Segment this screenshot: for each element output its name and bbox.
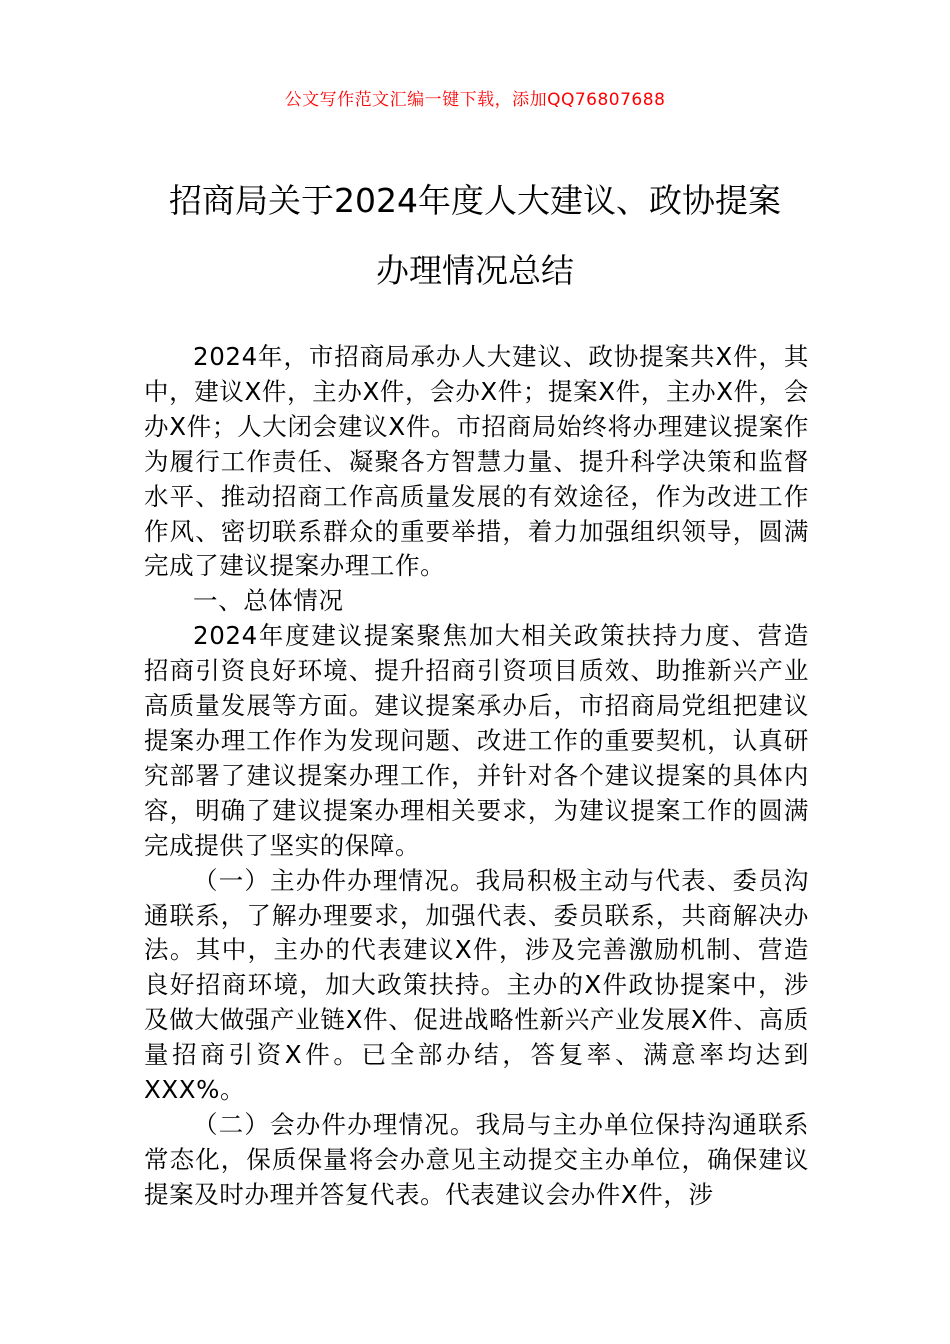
paragraph-lead-handling: （一）主办件办理情况。我局积极主动与代表、委员沟通联系，了解办理要求，加强代表、委员联系，共商解决办法。其中，主办的代表建议X件，涉及完善激励机制、营造良好招商环境，加大政策扶持。主办的X件政协提案中，涉及做大做强产业链X件、促进战略性新兴产业发展X件、高质量招商引资X件。已全部办结，答复率、满意率均达到XXX%。 (144, 865, 809, 1105)
download-note: 公文写作范文汇编一键下载，添加QQ76807688 (284, 90, 666, 110)
paragraph-intro: 2024年，市招商局承办人大建议、政协提案共X件，其中，建议X件，主办X件，会办X件；提案X件，主办X件，会办X件；人大闭会建议X件。市招商局始终将办理建议提案作为履行工作责任、凝聚各方智慧力量、提升科学决策和监督水平、推动招商工作高质量发展的有效途径，作为改进工作作风、密切联系群众的重要举措，着力加强组织领导，圆满完成了建议提案办理工作。 (144, 342, 809, 581)
paragraph-joint-handling: （二）会办件办理情况。我局与主办单位保持沟通联系常态化，保质保量将会办意见主动提交主办单位，确保建议提案及时办理并答复代表。代表建议会办件X件，涉 (144, 1109, 809, 1209)
document-title-line-1: 招商局关于2024年度人大建议、政协提案 (169, 181, 781, 220)
section-heading-overview: 一、总体情况 (193, 586, 344, 616)
paragraph-overview: 2024年度建议提案聚焦加大相关政策扶持力度、营造招商引资良好环境、提升招商引资项目质效、助推新兴产业高质量发展等方面。建议提案承办后，市招商局党组把建议提案办理工作作为发现问题、改进工作的重要契机，认真研究部署了建议提案办理工作，并针对各个建议提案的具体内容，明确了建议提案办理相关要求，为建议提案工作的圆满完成提供了坚实的保障。 (144, 621, 809, 860)
document-body (144, 340, 809, 1213)
document-title-line-2: 办理情况总结 (376, 251, 574, 290)
